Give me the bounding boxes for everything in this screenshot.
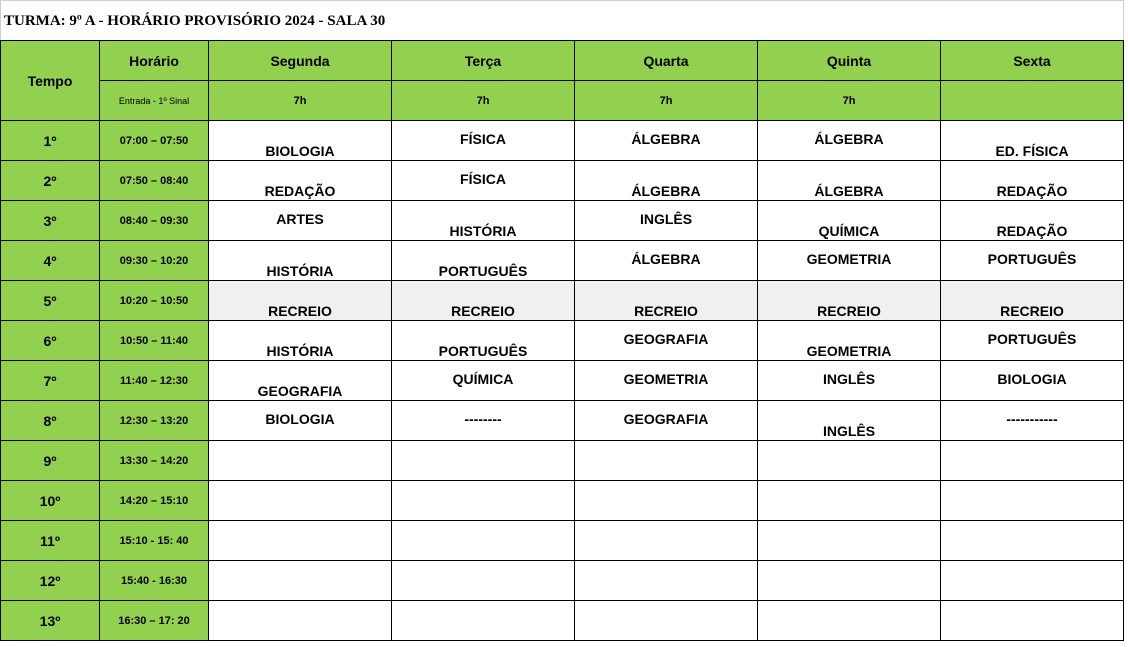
tempo-cell: 10º bbox=[1, 481, 100, 521]
subject-cell-terca bbox=[392, 161, 575, 201]
subject-label bbox=[758, 441, 940, 480]
entry-time-quarta: 7h bbox=[575, 81, 758, 121]
subject-cell-segunda bbox=[209, 201, 392, 241]
time-cell: 15:40 - 16:30 bbox=[100, 561, 209, 601]
subject-label bbox=[941, 521, 1123, 560]
subject-cell-sexta bbox=[941, 521, 1124, 561]
subject-cell-segunda bbox=[209, 281, 392, 321]
subject-cell-quarta bbox=[575, 241, 758, 281]
schedule-row bbox=[1, 121, 1124, 161]
schedule-table bbox=[0, 40, 1124, 641]
subject-cell-segunda bbox=[209, 401, 392, 441]
subject-cell-terca bbox=[392, 281, 575, 321]
time-cell: 07:00 – 07:50 bbox=[100, 121, 209, 161]
subject-label bbox=[575, 601, 757, 640]
subject-cell-quinta bbox=[758, 521, 941, 561]
entry-time-sexta bbox=[941, 81, 1124, 121]
subject-cell-quinta bbox=[758, 401, 941, 441]
subject-cell-quinta bbox=[758, 561, 941, 601]
subject-label: QUÍMICA bbox=[818, 223, 880, 239]
subject-label: ÁLGEBRA bbox=[631, 251, 701, 267]
subject-label: GEOGRAFIA bbox=[623, 331, 709, 347]
subject-cell-segunda bbox=[209, 241, 392, 281]
subject-label bbox=[575, 441, 757, 480]
schedule-row bbox=[1, 481, 1124, 521]
tempo-cell: 7º bbox=[1, 361, 100, 401]
subject-label bbox=[575, 521, 757, 560]
subject-label: RECREIO bbox=[817, 303, 881, 319]
subject-label: ----------- bbox=[1006, 411, 1058, 427]
subject-label bbox=[758, 601, 940, 640]
subject-label: RECREIO bbox=[268, 303, 332, 319]
subject-label: GEOMETRIA bbox=[806, 251, 892, 267]
subject-label: ÁLGEBRA bbox=[814, 131, 884, 147]
subject-cell-terca bbox=[392, 121, 575, 161]
tempo-cell: 3º bbox=[1, 201, 100, 241]
schedule-row bbox=[1, 401, 1124, 441]
tempo-cell: 6º bbox=[1, 321, 100, 361]
subject-label: INGLÊS bbox=[822, 423, 876, 439]
tempo-cell: 1º bbox=[1, 121, 100, 161]
subject-cell-quarta bbox=[575, 481, 758, 521]
subject-cell-segunda bbox=[209, 121, 392, 161]
time-cell: 14:20 – 15:10 bbox=[100, 481, 209, 521]
subject-label bbox=[941, 601, 1123, 640]
subject-cell-quinta bbox=[758, 601, 941, 641]
subject-label: FÍSICA bbox=[460, 171, 506, 187]
subject-cell-terca bbox=[392, 201, 575, 241]
schedule-row bbox=[1, 441, 1124, 481]
subject-cell-sexta bbox=[941, 481, 1124, 521]
time-cell: 10:50 – 11:40 bbox=[100, 321, 209, 361]
subject-label: GEOMETRIA bbox=[623, 371, 709, 387]
subject-label: REDAÇÃO bbox=[264, 183, 336, 199]
subject-label: PORTUGUÊS bbox=[987, 251, 1077, 267]
subject-label: GEOGRAFIA bbox=[623, 411, 709, 427]
time-cell: 11:40 – 12:30 bbox=[100, 361, 209, 401]
entry-time-quinta: 7h bbox=[758, 81, 941, 121]
subject-cell-quarta bbox=[575, 161, 758, 201]
subject-label: PORTUGUÊS bbox=[987, 331, 1077, 347]
subject-cell-quarta bbox=[575, 321, 758, 361]
schedule-row bbox=[1, 561, 1124, 601]
subject-cell-quarta bbox=[575, 121, 758, 161]
subject-label bbox=[209, 481, 391, 520]
subject-cell-quinta bbox=[758, 481, 941, 521]
subject-label: HISTÓRIA bbox=[266, 343, 334, 359]
subject-label: FÍSICA bbox=[460, 131, 506, 147]
header-day-quinta: Quinta bbox=[758, 41, 941, 81]
subject-label: ARTES bbox=[276, 211, 324, 227]
subject-cell-quarta bbox=[575, 441, 758, 481]
subject-cell-segunda bbox=[209, 521, 392, 561]
tempo-cell: 9º bbox=[1, 441, 100, 481]
tempo-cell: 12º bbox=[1, 561, 100, 601]
subject-cell-quinta bbox=[758, 121, 941, 161]
subject-cell-sexta bbox=[941, 561, 1124, 601]
subject-cell-quinta bbox=[758, 281, 941, 321]
tempo-cell: 8º bbox=[1, 401, 100, 441]
subject-label bbox=[209, 521, 391, 560]
header-tempo: Tempo bbox=[1, 41, 100, 121]
subject-label bbox=[392, 561, 574, 600]
subject-cell-terca bbox=[392, 601, 575, 641]
subject-label: ED. FÍSICA bbox=[995, 143, 1069, 159]
subject-label bbox=[392, 601, 574, 640]
subject-label bbox=[758, 521, 940, 560]
subject-cell-sexta bbox=[941, 121, 1124, 161]
entry-row bbox=[1, 81, 1124, 121]
schedule-body bbox=[1, 121, 1124, 641]
subject-cell-sexta bbox=[941, 161, 1124, 201]
entry-time-terca: 7h bbox=[392, 81, 575, 121]
subject-label: GEOMETRIA bbox=[806, 343, 892, 359]
subject-cell-sexta bbox=[941, 201, 1124, 241]
time-cell: 09:30 – 10:20 bbox=[100, 241, 209, 281]
subject-label bbox=[941, 441, 1123, 480]
subject-label: QUÍMICA bbox=[452, 371, 514, 387]
subject-cell-terca bbox=[392, 481, 575, 521]
subject-label bbox=[941, 561, 1123, 600]
time-cell: 07:50 – 08:40 bbox=[100, 161, 209, 201]
subject-label bbox=[209, 561, 391, 600]
subject-label: RECREIO bbox=[451, 303, 515, 319]
subject-label: BIOLOGIA bbox=[265, 143, 335, 159]
subject-label: ÁLGEBRA bbox=[814, 183, 884, 199]
subject-label bbox=[758, 481, 940, 520]
subject-cell-terca bbox=[392, 361, 575, 401]
tempo-cell: 4º bbox=[1, 241, 100, 281]
time-cell: 15:10 - 15: 40 bbox=[100, 521, 209, 561]
subject-cell-quarta bbox=[575, 281, 758, 321]
subject-label bbox=[941, 481, 1123, 520]
subject-label: INGLÊS bbox=[639, 211, 693, 227]
subject-label: HISTÓRIA bbox=[449, 223, 517, 239]
subject-cell-terca bbox=[392, 441, 575, 481]
tempo-cell: 11º bbox=[1, 521, 100, 561]
subject-cell-terca bbox=[392, 321, 575, 361]
subject-cell-sexta bbox=[941, 281, 1124, 321]
time-cell: 13:30 – 14:20 bbox=[100, 441, 209, 481]
subject-label bbox=[575, 481, 757, 520]
subject-cell-quarta bbox=[575, 361, 758, 401]
subject-label: ÁLGEBRA bbox=[631, 183, 701, 199]
subject-cell-quinta bbox=[758, 361, 941, 401]
subject-cell-terca bbox=[392, 401, 575, 441]
subject-label: INGLÊS bbox=[822, 371, 876, 387]
subject-cell-segunda bbox=[209, 441, 392, 481]
subject-label: PORTUGUÊS bbox=[438, 263, 528, 279]
subject-cell-quinta bbox=[758, 201, 941, 241]
subject-cell-quarta bbox=[575, 601, 758, 641]
tempo-cell: 2º bbox=[1, 161, 100, 201]
subject-label: HISTÓRIA bbox=[266, 263, 334, 279]
subject-cell-segunda bbox=[209, 561, 392, 601]
subject-cell-terca bbox=[392, 561, 575, 601]
subject-cell-segunda bbox=[209, 161, 392, 201]
subject-cell-sexta bbox=[941, 361, 1124, 401]
tempo-cell: 5º bbox=[1, 281, 100, 321]
time-cell: 16:30 – 17: 20 bbox=[100, 601, 209, 641]
header-horario: Horário bbox=[100, 41, 209, 81]
subject-cell-quarta bbox=[575, 201, 758, 241]
time-cell: 12:30 – 13:20 bbox=[100, 401, 209, 441]
subject-label: -------- bbox=[464, 411, 502, 427]
subject-label bbox=[758, 561, 940, 600]
schedule-row bbox=[1, 201, 1124, 241]
subject-cell-quarta bbox=[575, 401, 758, 441]
header-day-segunda: Segunda bbox=[209, 41, 392, 81]
header-row bbox=[1, 41, 1124, 81]
schedule-row bbox=[1, 241, 1124, 281]
subject-label: BIOLOGIA bbox=[997, 371, 1067, 387]
header-day-terca: Terça bbox=[392, 41, 575, 81]
time-cell: 08:40 – 09:30 bbox=[100, 201, 209, 241]
subject-cell-sexta bbox=[941, 601, 1124, 641]
subject-cell-terca bbox=[392, 241, 575, 281]
schedule-title: TURMA: 9º A - HORÁRIO PROVISÓRIO 2024 - SALA 30 bbox=[0, 0, 1124, 40]
subject-label bbox=[392, 441, 574, 480]
subject-cell-quinta bbox=[758, 241, 941, 281]
subject-label: RECREIO bbox=[634, 303, 698, 319]
subject-label: ÁLGEBRA bbox=[631, 131, 701, 147]
schedule-row bbox=[1, 161, 1124, 201]
subject-cell-sexta bbox=[941, 401, 1124, 441]
subject-label bbox=[209, 601, 391, 640]
time-cell: 10:20 – 10:50 bbox=[100, 281, 209, 321]
subject-label bbox=[392, 521, 574, 560]
entry-time-segunda: 7h bbox=[209, 81, 392, 121]
tempo-cell: 13º bbox=[1, 601, 100, 641]
subject-label: PORTUGUÊS bbox=[438, 343, 528, 359]
subject-label bbox=[392, 481, 574, 520]
subject-cell-terca bbox=[392, 521, 575, 561]
header-day-quarta: Quarta bbox=[575, 41, 758, 81]
subject-cell-quinta bbox=[758, 161, 941, 201]
subject-label: GEOGRAFIA bbox=[257, 383, 343, 399]
subject-cell-quinta bbox=[758, 441, 941, 481]
schedule-row bbox=[1, 521, 1124, 561]
subject-cell-segunda bbox=[209, 601, 392, 641]
subject-cell-quarta bbox=[575, 521, 758, 561]
header-horario-sub: Entrada - 1º Sinal bbox=[100, 81, 209, 121]
subject-label: REDAÇÃO bbox=[996, 183, 1068, 199]
subject-label bbox=[575, 561, 757, 600]
subject-label: RECREIO bbox=[1000, 303, 1064, 319]
subject-label bbox=[209, 441, 391, 480]
schedule-row bbox=[1, 361, 1124, 401]
subject-cell-sexta bbox=[941, 321, 1124, 361]
schedule-row bbox=[1, 281, 1124, 321]
subject-cell-segunda bbox=[209, 481, 392, 521]
subject-label: REDAÇÃO bbox=[996, 223, 1068, 239]
subject-cell-sexta bbox=[941, 241, 1124, 281]
subject-cell-quinta bbox=[758, 321, 941, 361]
schedule-row bbox=[1, 321, 1124, 361]
subject-cell-quarta bbox=[575, 561, 758, 601]
subject-cell-sexta bbox=[941, 441, 1124, 481]
subject-label: BIOLOGIA bbox=[265, 411, 335, 427]
header-day-sexta: Sexta bbox=[941, 41, 1124, 81]
subject-cell-segunda bbox=[209, 361, 392, 401]
subject-cell-segunda bbox=[209, 321, 392, 361]
schedule-row bbox=[1, 601, 1124, 641]
